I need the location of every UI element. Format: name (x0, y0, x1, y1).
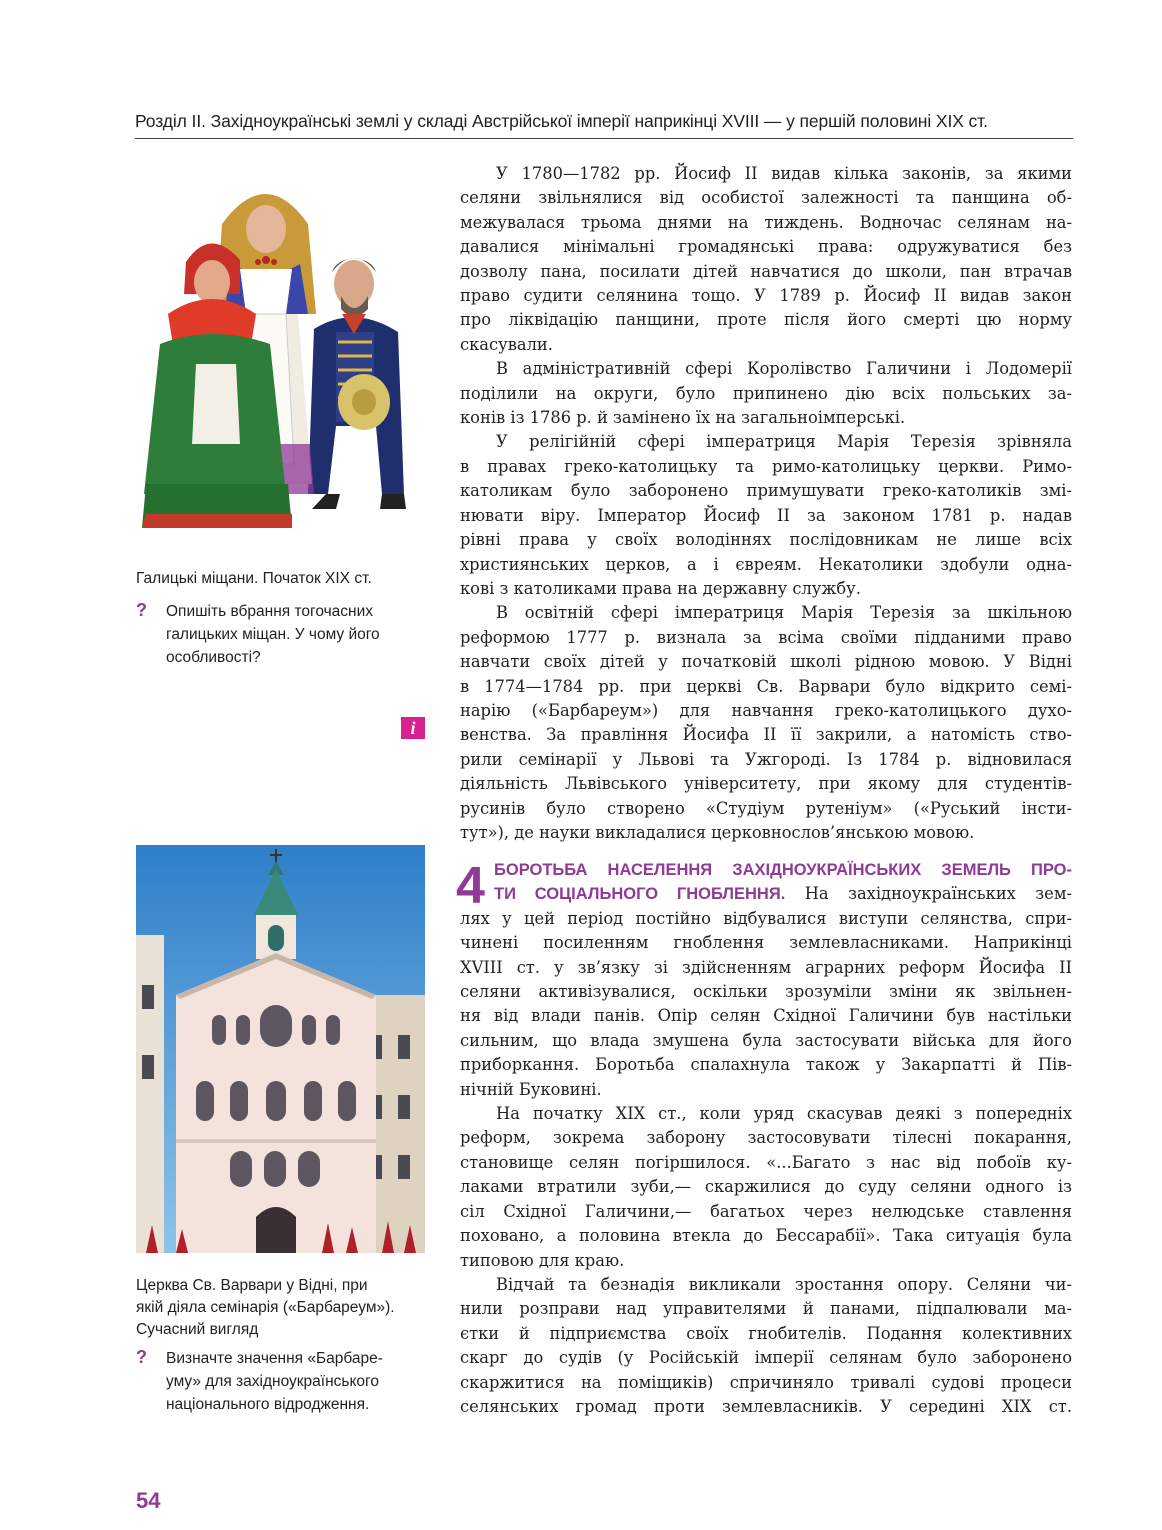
text-line: право судити селянина тощо. У 1789 р. Йосиф II видав закон (460, 286, 1072, 306)
text-line: приборкання. Боротьба спалахнула також у Закарпатті й Пів- (460, 1055, 1072, 1075)
question-line: уму» для західноукраїнського (166, 1373, 379, 1390)
text-line: конів із 1786 р. й замінено їх на загальноімперські. (460, 408, 906, 428)
text-line: русинів було створено «Студіум рутеніум» («Руський інсти- (460, 798, 1072, 818)
text-line: XVIII ст. у зв’язку зі здійсненням аграрних реформ Йосифа II (460, 957, 1072, 977)
figure1-caption: Галицькі міщани. Початок XIX ст. (136, 570, 372, 587)
text-line: становище селян погіршилося. «...Багато з нас від побоїв ку- (460, 1152, 1072, 1172)
townspeople-illustration (136, 164, 426, 558)
text-line: У релігійній сфері імператриця Марія Терезія зрівняла (496, 432, 1072, 452)
question-line: Опишіть вбрання тогочасних (166, 603, 374, 620)
text-line: скарг до судів (у Російській імперії селянам було заборонено (460, 1348, 1072, 1368)
question-line: Визначте значення «Барбаре- (166, 1350, 383, 1367)
paragraph (460, 1273, 1072, 1419)
section-title-line (460, 858, 1072, 882)
paragraph (460, 430, 1072, 601)
text-line: кові з католиками права на державну службу. (460, 578, 861, 598)
section-title: ТИ СОЦІАЛЬНОГО ГНОБЛЕННЯ. (494, 885, 786, 904)
text-line: католикам було заборонено примушувати греко-католиків змі- (460, 481, 1072, 501)
text-line: венства. За правління Йосифа II її закрили, а натомість ство- (460, 725, 1072, 745)
text-line: про ліквідацію панщини, проте після його смерті цю норму (460, 310, 1072, 330)
text-line: рівні права у своїх володіннях послідовникам не лише всіх (460, 530, 1072, 550)
figure2-caption (136, 1275, 395, 1341)
text-line: давалися мінімальні громадянські права: одружуватися без (460, 237, 1072, 257)
question-line: національного відродження. (166, 1396, 370, 1413)
text-line: В адміністративній сфері Королівство Галичини і Лодомерії (496, 359, 1072, 379)
text-fragment: На західноукраїнських зем- (785, 884, 1072, 904)
text-line: поховано, а половина втекла до Бессарабії». Така ситуація була (460, 1226, 1072, 1246)
text-line: лаками втратили зуби,— скаржилися до суду селяни одного із (460, 1177, 1072, 1197)
question-line: особливості? (166, 649, 261, 666)
text-line: скасували. (460, 334, 553, 354)
text-line: в 1774—1784 рр. при церкві Св. Варвари було відкрито семі- (460, 676, 1072, 696)
text-line: селяни звільнялися від особистої залежності та панщина об- (460, 188, 1072, 208)
question-mark-icon: ? (136, 600, 147, 620)
text-line: єтки й підприємства своїх гнобителів. Подання колективних (460, 1323, 1072, 1343)
text-line: діяльність Львівського університету, при якому для студентів- (460, 774, 1072, 794)
text-line: скаржитися на поміщиків) спричиняло тривалі судові процеси (460, 1372, 1072, 1392)
text-line: ня від влади панів. Опір селян Східної Галичини був настільки (460, 1006, 1072, 1026)
header-divider (135, 138, 1073, 139)
text-line: тут»), де науки викладалися церковнослов’янською мовою. (460, 822, 975, 842)
text-line: селянських громад проти землевласників. У середині XIX ст. (460, 1396, 1072, 1416)
text-line: У 1780—1782 рр. Йосиф II видав кілька законів, за якими (496, 164, 1072, 183)
text-line: типовою для краю. (460, 1250, 625, 1270)
text-line: реформою 1777 р. визнала за всіма своїми підданими право (460, 627, 1072, 647)
paragraph (460, 357, 1072, 430)
paragraph (460, 601, 1072, 845)
question-mark-icon: ? (136, 1347, 147, 1367)
text-line: нили розправи над управителями й панами, підпалювали ма- (460, 1299, 1072, 1319)
paragraph (460, 1102, 1072, 1273)
page-number: 54 (136, 1488, 161, 1513)
text-line: навчати своїх дітей у початковій школі рідною мовою. У Відні (460, 652, 1072, 672)
info-icon[interactable]: i (401, 717, 425, 739)
section-number: 4 (456, 857, 485, 915)
text-line: реформ, зокрема заборону застосовувати тілесні покарання, (460, 1128, 1072, 1148)
section-title: БОРОТЬБА НАСЕЛЕННЯ ЗАХІДНОУКРАЇНСЬКИХ ЗЕМЕЛЬ ПРО- (494, 861, 1072, 879)
question-line: галицьких міщан. У чому його (166, 626, 380, 643)
text-line: На початку XIX ст., коли уряд скасував деякі з попередніх (496, 1104, 1072, 1124)
paragraph (460, 162, 1072, 357)
text-line: межувалася трьома днями на тиждень. Водночас селянам на- (460, 212, 1072, 232)
text-line: сильним, що влада змушена була застосувати війська для його (460, 1030, 1072, 1050)
text-line: сіл Східної Галичини,— багатьох через нелюдське ставлення (460, 1201, 1072, 1221)
text-line: нарію («Барбареум») для навчання греко-католицького духо- (460, 700, 1072, 720)
caption-line: Сучасний вигляд (136, 1321, 259, 1338)
text-line: рили семінарії у Львові та Ужгороді. Із 1784 р. відновилася (460, 749, 1072, 769)
caption-line: якій діяла семінарія («Барбареум»). (136, 1299, 395, 1316)
text-line: селяни активізувалися, оскільки зрозуміли зміни як звільнен- (460, 982, 1072, 1002)
section-4 (460, 858, 1072, 1419)
text-line: лях у цей період постійно відбувалися виступи селянства, спри- (460, 908, 1072, 928)
main-text (460, 162, 1072, 845)
text-line: нічній Буковині. (460, 1079, 602, 1099)
text-line: в правах греко-католицьку та римо-католицьку церкви. Римо- (460, 456, 1072, 476)
text-line: нювати віру. Імператор Йосиф II за законом 1781 р. надав (460, 505, 1072, 525)
text-line: поділили на округи, було припинено дію всіх польських за- (460, 383, 1072, 403)
text-line: дозволу пана, посилати дітей навчатися до школи, пан втрачав (460, 261, 1072, 281)
section-title-line (460, 882, 1072, 906)
text-line: християнських церков, а і євреям. Некатолики здобули одна- (460, 554, 1072, 574)
text-line: Відчай та безнадія викликали зростання опору. Селяни чи- (496, 1274, 1072, 1294)
text-line: чинені посиленням гноблення землевласниками. Наприкінці (460, 933, 1072, 953)
caption-line: Церква Св. Варвари у Відні, при (136, 1277, 368, 1294)
running-header: Розділ ІІ. Західноукраїнські землі у складі Австрійської імперії наприкінці XVIII — у першій половині XIX ст. (135, 111, 988, 131)
church-photo (136, 845, 425, 1253)
text-line: В освітній сфері імператриця Марія Терезія за шкільною (496, 603, 1072, 623)
